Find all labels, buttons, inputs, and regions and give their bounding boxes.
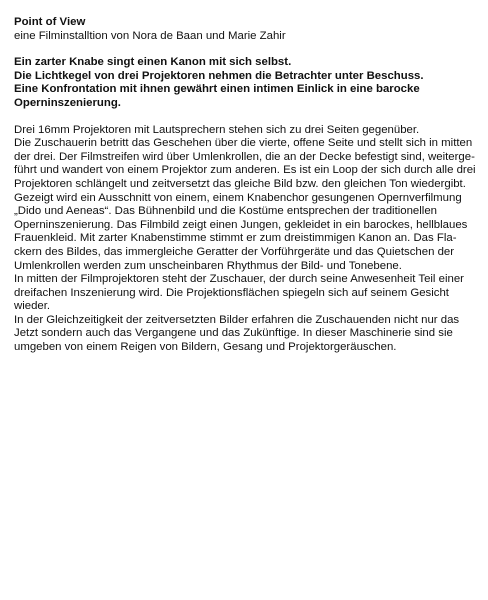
lead-line: Operninszenierung.: [14, 96, 121, 109]
document-title: Point of View: [14, 16, 86, 28]
body-line: wieder.: [14, 300, 51, 313]
body-line: Frauenkleid. Mit zarter Knabenstimme stimmt er zum dreistimmigen Kanon an. Das Fla-: [14, 232, 457, 245]
lead-line: Eine Konfrontation mit ihnen gewährt einen intimen Einlick in eine barocke: [14, 83, 420, 96]
document-page: [14, 16, 478, 355]
body-line: Gezeigt wird ein Ausschnitt von einem, einem Knabenchor gesungenen Opernverfilmung: [14, 191, 462, 204]
body-line: In der Gleichzeitigkeit der zeitversetzten Bilder erfahren die Zuschauenden nicht nur das: [14, 313, 460, 326]
body-paragraph: [14, 124, 478, 355]
body-line: „Dido und Aeneas“. Das Bühnenbild und die Kostüme entsprechen der traditionellen: [14, 205, 437, 218]
lead-line: Die Lichtkegel von drei Projektoren nehmen die Betrachter unter Beschuss.: [14, 69, 424, 82]
document-subtitle: eine Filminstalltion von Nora de Baan und Marie Zahir: [14, 29, 286, 42]
body-line: dreifachen Inszenierung wird. Die Projektionsflächen spiegeln sich auf seinem Gesicht: [14, 286, 449, 299]
body-line: der drei. Der Filmstreifen wird über Umlenkrollen, die an der Decke befestigt sind, weiterge-: [14, 150, 475, 163]
body-line: führt und wandert von einem Projektor zum anderen. Es ist ein Loop der sich durch alle drei: [14, 164, 476, 177]
body-line: Die Zuschauerin betritt das Geschehen über die vierte, offene Seite und stellt sich in mitten: [14, 137, 473, 150]
body-line: In mitten der Filmprojektoren steht der Zuschauer, der durch seine Anwesenheit Teil einer: [14, 273, 464, 286]
body-line: Jetzt sondern auch das Vergangene und das Zukünftige. In dieser Maschinerie sind sie: [14, 327, 453, 340]
body-line: Projektoren schlängelt und zeitversetzt das gleiche Bild bzw. den gleichen Ton wiedergibt.: [14, 177, 466, 190]
body-line: Umlenkrollen werden zum unscheinbaren Rhythmus der Bild- und Tonebene.: [14, 259, 402, 272]
lead-line: Ein zarter Knabe singt einen Kanon mit sich selbst.: [14, 56, 292, 69]
body-line: Drei 16mm Projektoren mit Lautsprechern stehen sich zu drei Seiten gegenüber.: [14, 123, 420, 136]
lead-paragraph: [14, 56, 478, 110]
body-line: ckern des Bildes, das immergleiche Geratter der Vorführgeräte und das Quietschen der: [14, 245, 455, 258]
body-line: umgeben von einem Reigen von Bildern, Gesang und Projektorgeräuschen.: [14, 341, 397, 354]
document-heading: [14, 16, 478, 43]
body-line: Operninszenierung. Das Filmbild zeigt einen Jungen, gekleidet in ein barockes, hellblaues: [14, 218, 468, 231]
